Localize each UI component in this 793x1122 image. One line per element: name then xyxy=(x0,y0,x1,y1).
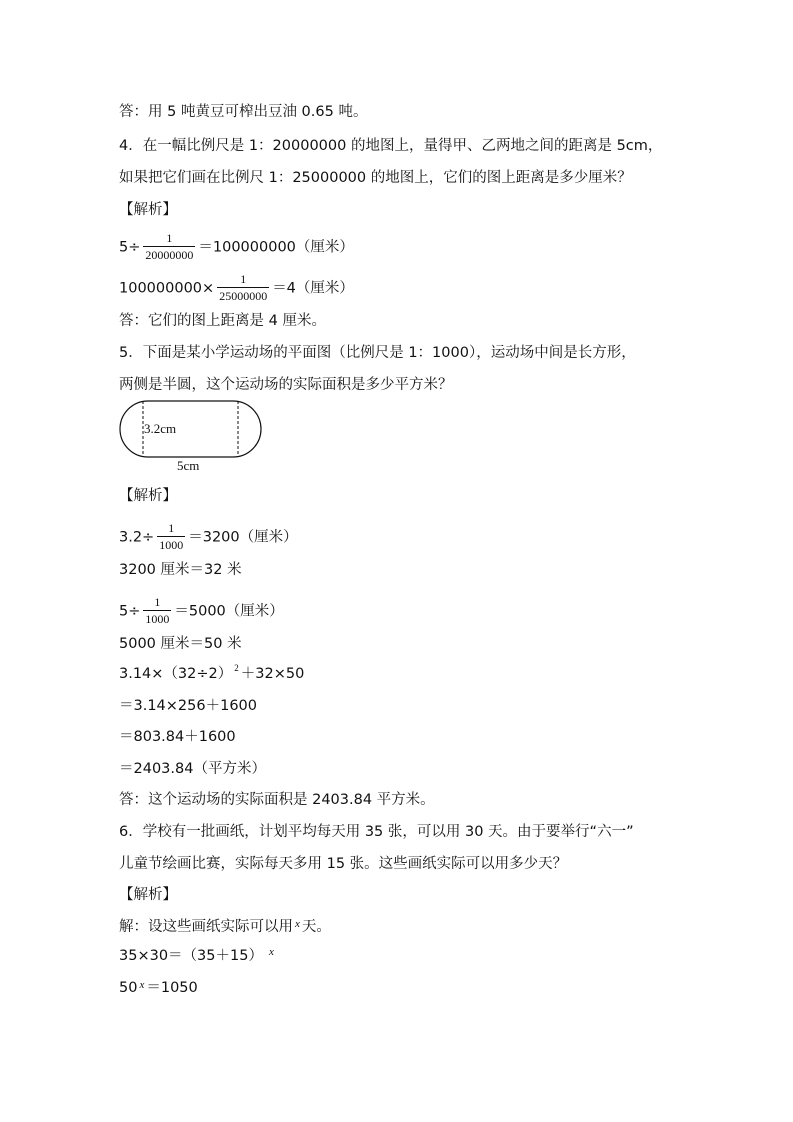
q4-step1 xyxy=(119,232,354,263)
q5-step6: ＝3.14×256＋1600 xyxy=(119,698,258,714)
fraction-numerator: 1 xyxy=(168,521,175,535)
q5-analysis-label: 【解析】 xyxy=(119,488,177,504)
q6-step1-post: 天。 xyxy=(301,919,331,935)
q4-step2 xyxy=(119,273,354,304)
q5-step7: ＝803.84＋1600 xyxy=(119,729,236,745)
q3-answer: 答：用 5 吨黄豆可榨出豆油 0.65 吨。 xyxy=(119,104,368,120)
q5-step4: 5000 厘米＝50 米 xyxy=(119,636,242,652)
variable-x: x xyxy=(268,946,274,958)
q5-step5-pre: 3.14×（32÷2） xyxy=(119,666,233,682)
q6-step3-post: ＝1050 xyxy=(146,980,198,996)
q6-step3 xyxy=(119,978,198,999)
q4-text-line2: 如果把它们画在比例尺 1：25000000 的地图上，它们的图上距离是多少厘米？ xyxy=(119,170,632,186)
fraction xyxy=(217,272,269,303)
q6-step2 xyxy=(119,946,276,967)
fraction-denominator: 25000000 xyxy=(219,289,268,303)
q6-analysis-label: 【解析】 xyxy=(119,887,177,903)
q5-step5 xyxy=(119,664,304,685)
q6-step3-pre: 50 xyxy=(119,980,138,996)
q6-step2-main: 35×30＝（35＋15） xyxy=(119,948,263,964)
q6-text-line1: 6．学校有一批画纸，计划平均每天用 35 张，可以用 30 天。由于要举行“六一” xyxy=(119,824,634,840)
fraction-denominator: 1000 xyxy=(159,538,184,552)
track-diagram xyxy=(117,398,267,474)
q6-text-line2: 儿童节绘画比赛，实际每天多用 15 张。这些画纸实际可以用多少天？ xyxy=(119,856,568,872)
fraction-denominator: 20000000 xyxy=(145,248,194,262)
q5-text-line1: 5．下面是某小学运动场的平面图（比例尺是 1：1000），运动场中间是长方形， xyxy=(119,345,636,361)
q4-analysis-label: 【解析】 xyxy=(119,202,177,218)
q4-step1-post: ＝100000000（厘米） xyxy=(198,239,354,256)
fraction-denominator: 1000 xyxy=(145,612,170,626)
fraction xyxy=(157,521,185,552)
fraction xyxy=(143,231,195,262)
q5-step1-post: ＝3200（厘米） xyxy=(188,529,298,546)
fraction-numerator: 1 xyxy=(240,272,247,286)
q4-step2-pre: 100000000× xyxy=(119,280,215,297)
width-label: 5cm xyxy=(177,458,200,473)
variable-x: x xyxy=(295,918,300,930)
q4-step1-pre: 5÷ xyxy=(119,239,141,256)
q6-step1-pre: 解：设这些画纸实际可以用 xyxy=(119,919,293,935)
q5-step8: ＝2403.84（平方米） xyxy=(119,761,266,777)
q5-step1-pre: 3.2÷ xyxy=(119,529,155,546)
track-outline xyxy=(120,401,261,457)
q5-step3-post: ＝5000（厘米） xyxy=(174,603,284,620)
q5-text-line2: 两侧是半圆，这个运动场的实际面积是多少平方米？ xyxy=(119,377,453,393)
q5-answer: 答：这个运动场的实际面积是 2403.84 平方米。 xyxy=(119,792,435,808)
fraction-numerator: 1 xyxy=(154,595,161,609)
q4-text-line1: 4．在一幅比例尺是 1：20000000 的地图上，量得甲、乙两地之间的距离是 5cm， xyxy=(119,138,663,154)
q4-answer: 答：它们的图上距离是 4 厘米。 xyxy=(119,313,326,329)
q6-step1 xyxy=(119,917,331,938)
q5-step2: 3200 厘米＝32 米 xyxy=(119,562,242,578)
fraction-numerator: 1 xyxy=(166,231,173,245)
q4-step2-post: ＝4（厘米） xyxy=(272,280,354,297)
q5-step3-pre: 5÷ xyxy=(119,603,141,620)
q5-step3 xyxy=(119,596,284,627)
height-label: 3.2cm xyxy=(144,421,177,436)
fraction xyxy=(143,595,171,626)
variable-x: x xyxy=(139,979,145,991)
q5-step1 xyxy=(119,522,298,553)
exponent: 2 xyxy=(234,663,239,673)
q5-step5-post: ＋32×50 xyxy=(240,666,305,682)
